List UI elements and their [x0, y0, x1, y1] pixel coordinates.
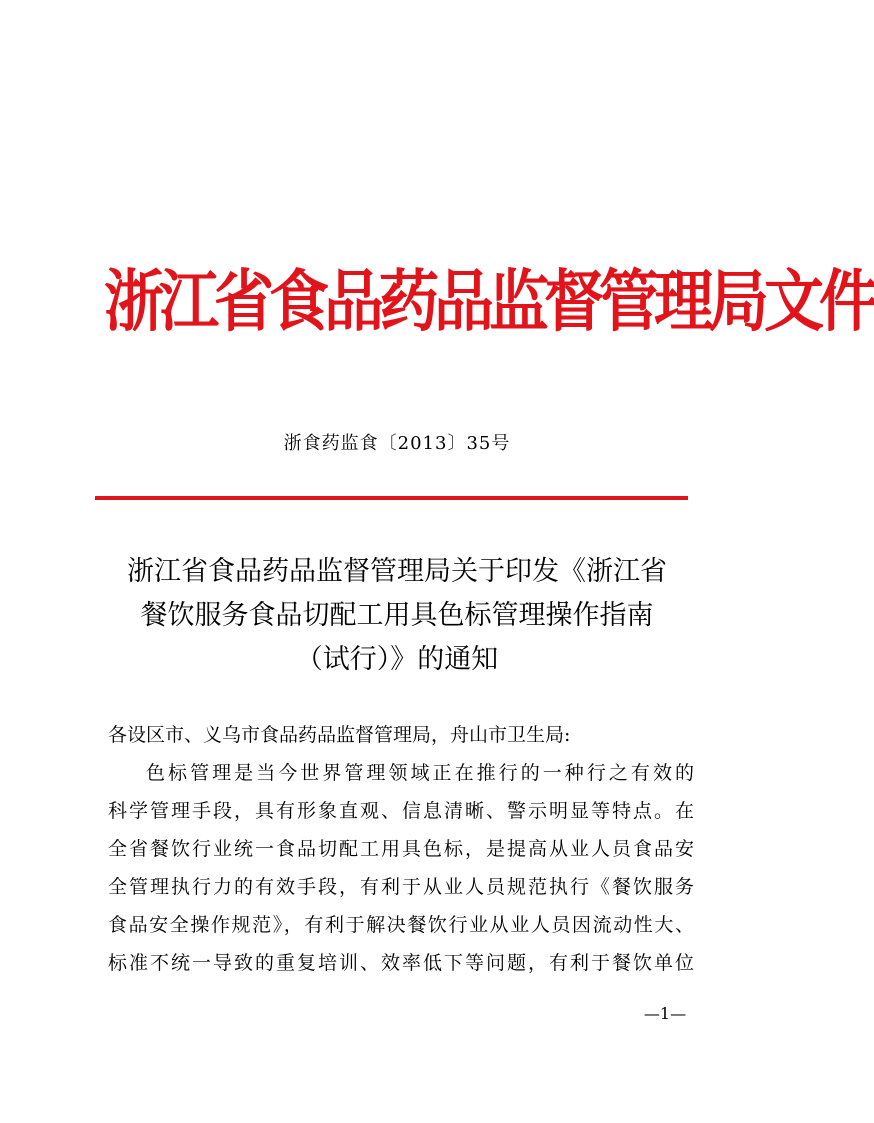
title-line: 餐饮服务食品切配工用具色标管理操作指南 — [140, 600, 654, 631]
body-line: 全省餐饮行业统一食品切配工用具色标，是提高从业人员食品安 — [108, 838, 694, 860]
title-line: 浙江省食品药品监督管理局关于印发《浙江省 — [127, 556, 667, 587]
title-line: （试行）》的通知 — [295, 644, 499, 675]
body-line: 科学管理手段，具有形象直观、信息清晰、警示明显等特点。在 — [108, 800, 694, 822]
document-number: 浙食药监食〔2013〕35号 — [283, 433, 511, 454]
red-divider-rule — [95, 496, 688, 500]
document-body — [108, 716, 694, 982]
masthead-title: 浙江省食品药品监督管理局文件 — [104, 262, 874, 342]
document-title — [100, 550, 694, 682]
page-number: —1— — [643, 1004, 687, 1023]
body-line: 色标管理是当今世界管理领域正在推行的一种行之有效的 — [146, 762, 694, 784]
body-line: 全管理执行力的有效手段，有利于从业人员规范执行《餐饮服务 — [108, 876, 694, 898]
salutation: 各设区市、义乌市食品药品监督管理局，舟山市卫生局: — [108, 724, 571, 746]
body-line: 食品安全操作规范》，有利于解决餐饮行业从业人员因流动性大、 — [108, 914, 694, 936]
body-line: 标准不统一导致的重复培训、效率低下等问题，有利于餐饮单位 — [108, 952, 694, 974]
